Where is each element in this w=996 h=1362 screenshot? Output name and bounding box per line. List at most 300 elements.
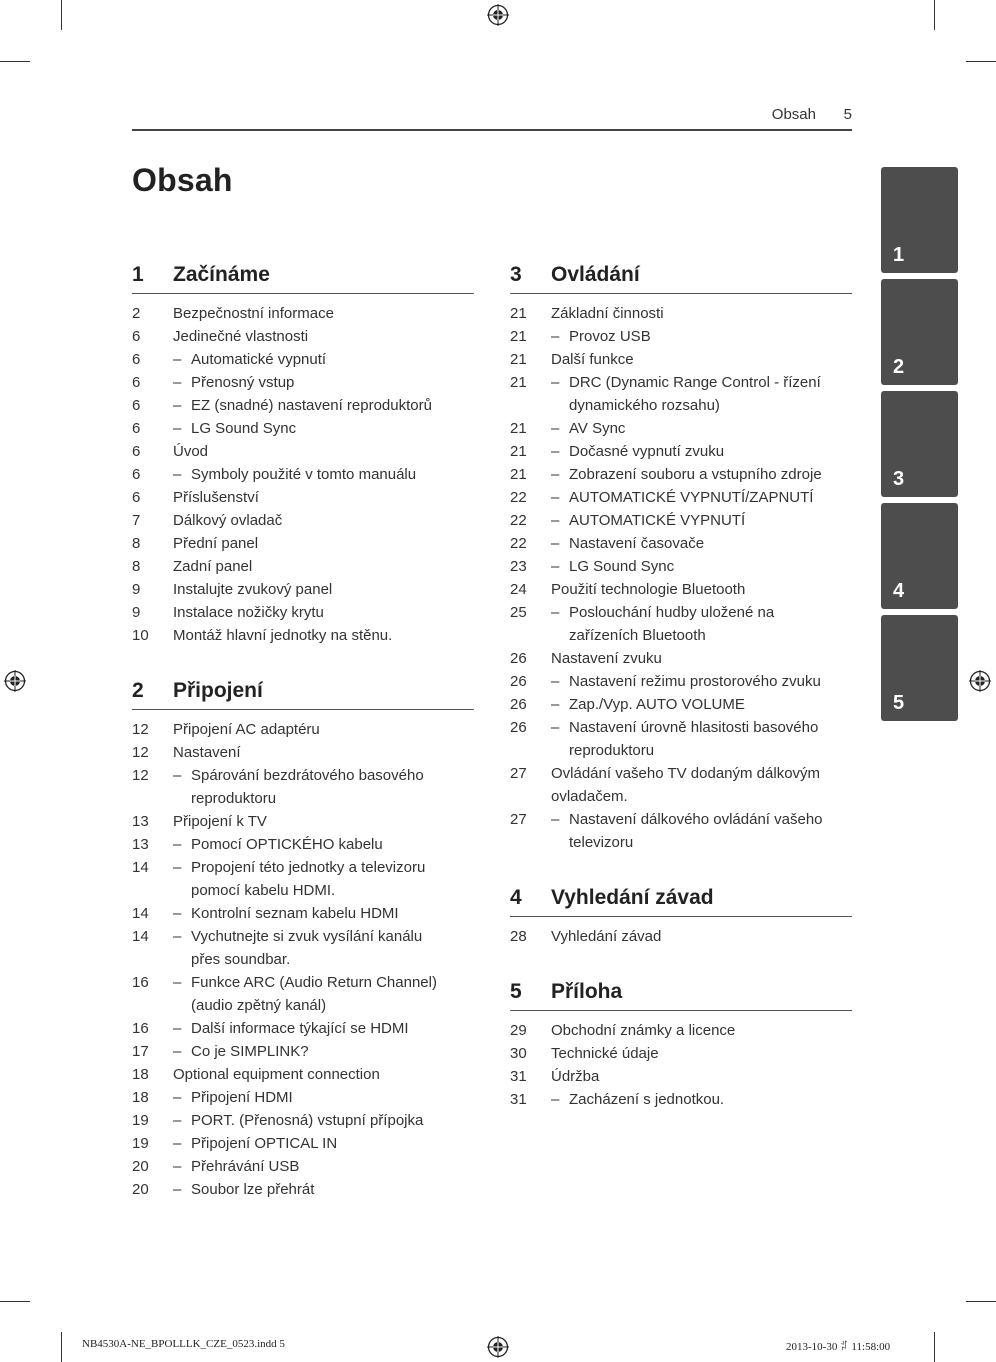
- toc-entry-line: Symboly použité v tomto manuálu: [191, 466, 417, 483]
- toc-entry[interactable]: [132, 718, 474, 741]
- toc-page-number: 18: [132, 1066, 149, 1083]
- toc-page-number: 13: [132, 836, 149, 853]
- toc-entry-line: Přenosný vstup: [191, 374, 295, 391]
- toc-dash: –: [173, 1089, 182, 1106]
- toc-entry-line: Přední panel: [173, 535, 259, 552]
- toc-entry-line: Ovládání vašeho TV dodaným dálkovým: [551, 765, 821, 782]
- toc-dash: –: [551, 328, 560, 345]
- toc-entry-text: [551, 302, 852, 325]
- toc-entry[interactable]: [132, 417, 474, 440]
- toc-entry[interactable]: [510, 440, 852, 463]
- toc-dash: –: [551, 374, 560, 391]
- toc-entry-text: [173, 741, 474, 764]
- toc-entry-line: Údržba: [551, 1068, 600, 1085]
- toc-entry-line: Připojení HDMI: [191, 1089, 293, 1106]
- section-heading[interactable]: [132, 679, 474, 710]
- toc-entry-text: [173, 1063, 474, 1086]
- toc-dash: –: [173, 905, 182, 922]
- toc-entry-line-continued: (audio zpětný kanál): [191, 997, 327, 1014]
- section-heading[interactable]: [510, 980, 852, 1011]
- toc-page-number: 14: [132, 905, 149, 922]
- toc-entry[interactable]: [132, 1178, 474, 1201]
- toc-dash: –: [173, 974, 182, 991]
- toc-entry-text: [191, 856, 474, 902]
- toc-entry-line: Nastavení úrovně hlasitosti basového: [569, 719, 819, 736]
- toc-entry[interactable]: [132, 325, 474, 348]
- toc-dash: –: [551, 558, 560, 575]
- toc-entry-text: [191, 1086, 474, 1109]
- toc-entry-line: Dočasné vypnutí zvuku: [569, 443, 725, 460]
- toc-entry[interactable]: [132, 1109, 474, 1132]
- toc-entry-line-continued: zařízeních Bluetooth: [569, 627, 706, 644]
- toc-entry-line: PORT. (Přenosná) vstupní přípojka: [191, 1112, 424, 1129]
- toc-entry-text: [173, 509, 474, 532]
- toc-page-number: 2: [132, 305, 141, 322]
- toc-entry-line: Funkce ARC (Audio Return Channel): [191, 974, 437, 991]
- toc-entry-line: Co je SIMPLINK?: [191, 1043, 309, 1060]
- toc-dash: –: [551, 489, 560, 506]
- toc-page-number: 22: [510, 512, 527, 529]
- toc-entry-text: [191, 1109, 474, 1132]
- toc-entry[interactable]: [132, 971, 474, 1017]
- toc-entry[interactable]: [132, 1086, 474, 1109]
- toc-page-number: 12: [132, 721, 149, 738]
- toc-page-number: 9: [132, 604, 141, 621]
- toc-entry-line-continued: televizoru: [569, 834, 634, 851]
- toc-dash: –: [551, 673, 560, 690]
- chapter-tab-4[interactable]: [881, 503, 958, 609]
- crop-mark: [61, 0, 62, 30]
- crop-mark: [0, 61, 30, 62]
- section-heading[interactable]: [510, 263, 852, 294]
- toc-entry[interactable]: [132, 532, 474, 555]
- section-number: 3: [510, 263, 522, 286]
- toc-entry-line: Pomocí OPTICKÉHO kabelu: [191, 836, 383, 853]
- toc-section-5: [510, 980, 852, 1111]
- toc-entry[interactable]: [510, 348, 852, 371]
- toc-entry-text: [191, 902, 474, 925]
- toc-entry-line: Dálkový ovladač: [173, 512, 283, 529]
- toc-page-number: 21: [510, 305, 527, 322]
- toc-entry-line: Zacházení s jednotkou.: [569, 1091, 725, 1108]
- toc-entry-text: [569, 486, 852, 509]
- toc-section-3: [510, 263, 852, 854]
- crop-mark: [0, 1301, 30, 1302]
- toc-page-number: 16: [132, 974, 149, 991]
- toc-entry[interactable]: [510, 463, 852, 486]
- toc-entry[interactable]: [132, 624, 474, 647]
- registration-mark-icon: [487, 1336, 509, 1358]
- toc-entry-text: [173, 555, 474, 578]
- toc-entry-text: [173, 810, 474, 833]
- toc-page-number: 20: [132, 1181, 149, 1198]
- toc-entry-line: Vyhledání závad: [551, 928, 662, 945]
- chapter-tab-5[interactable]: [881, 615, 958, 721]
- toc-dash: –: [551, 696, 560, 713]
- toc-page-number: 6: [132, 420, 141, 437]
- toc-entry-line: Propojení této jednotky a televizoru: [191, 859, 426, 876]
- toc-entry-text: [191, 371, 474, 394]
- toc-entry-line: Soubor lze přehrát: [191, 1181, 315, 1198]
- toc-entry[interactable]: [132, 1040, 474, 1063]
- toc-entry-text: [173, 532, 474, 555]
- toc-entry-text: [551, 578, 852, 601]
- toc-entry-text: [569, 417, 852, 440]
- toc-page-number: 26: [510, 719, 527, 736]
- section-number: 5: [510, 980, 522, 1003]
- toc-page-number: 27: [510, 765, 527, 782]
- toc-page-number: 6: [132, 489, 141, 506]
- toc-page-number: 24: [510, 581, 527, 598]
- toc-page-number: 22: [510, 489, 527, 506]
- toc-dash: –: [173, 836, 182, 853]
- toc-page-number: 12: [132, 744, 149, 761]
- toc-page-number: 6: [132, 328, 141, 345]
- toc-entry-line: Přehrávání USB: [191, 1158, 300, 1175]
- toc-entry-text: [173, 302, 474, 325]
- toc-dash: –: [173, 397, 182, 414]
- toc-entry-text: [569, 325, 852, 348]
- toc-entry-text: [191, 348, 474, 371]
- toc-entry-text: [191, 1155, 474, 1178]
- toc-page-number: 14: [132, 928, 149, 945]
- toc-entry[interactable]: [132, 902, 474, 925]
- toc-dash: –: [173, 1020, 182, 1037]
- toc-dash: –: [551, 604, 560, 621]
- toc-entry[interactable]: [510, 601, 852, 647]
- toc-entry-line: Použití technologie Bluetooth: [551, 581, 746, 598]
- toc-page-number: 19: [132, 1112, 149, 1129]
- toc-entry-line: Obchodní známky a licence: [551, 1022, 736, 1039]
- section-title: Připojení: [173, 679, 263, 702]
- toc-entry[interactable]: [510, 1088, 852, 1111]
- toc-entry-text: [551, 348, 852, 371]
- toc-entry-line: LG Sound Sync: [569, 558, 675, 575]
- registration-mark-icon: [4, 670, 26, 692]
- toc-dash: –: [173, 1158, 182, 1175]
- toc-entry-text: [569, 509, 852, 532]
- section-heading[interactable]: [510, 886, 852, 917]
- toc-entry[interactable]: [510, 716, 852, 762]
- toc-page-number: 16: [132, 1020, 149, 1037]
- registration-mark-icon: [969, 670, 991, 692]
- toc-page-number: 6: [132, 397, 141, 414]
- toc-entry-line: Poslouchání hudby uložené na: [569, 604, 775, 621]
- toc-dash: –: [173, 928, 182, 945]
- toc-page-number: 30: [510, 1045, 527, 1062]
- toc-entry[interactable]: [510, 693, 852, 716]
- toc-entry[interactable]: [132, 764, 474, 810]
- toc-page-number: 18: [132, 1089, 149, 1106]
- toc-page-number: 26: [510, 696, 527, 713]
- toc-entry-line: Nastavení zvuku: [551, 650, 662, 667]
- toc-entry-text: [551, 1065, 852, 1088]
- chapter-tab-label: 2: [893, 356, 905, 378]
- section-title: Vyhledání závad: [551, 886, 714, 909]
- crop-mark: [934, 1332, 935, 1362]
- toc-dash: –: [173, 420, 182, 437]
- toc-entry-line: AUTOMATICKÉ VYPNUTÍ: [569, 512, 746, 529]
- toc-entry[interactable]: [510, 925, 852, 948]
- toc-entry[interactable]: [510, 762, 852, 808]
- slug-filename: NB4530A-NE_BPOLLLK_CZE_0523.indd 5: [82, 1338, 285, 1350]
- toc-entry-text: [191, 925, 474, 971]
- toc-entry-text: [569, 371, 852, 417]
- toc-entry[interactable]: [510, 670, 852, 693]
- toc-entry[interactable]: [510, 1019, 852, 1042]
- toc-entry[interactable]: [132, 555, 474, 578]
- toc-page-number: 6: [132, 374, 141, 391]
- toc-entry-line-continued: přes soundbar.: [191, 951, 291, 968]
- toc-entry-line: Jedinečné vlastnosti: [173, 328, 309, 345]
- toc-entry[interactable]: [510, 555, 852, 578]
- section-title: Začínáme: [173, 263, 270, 286]
- toc-entry-line: Vychutnejte si zvuk vysílání kanálu: [191, 928, 423, 945]
- toc-entry-line: Zobrazení souboru a vstupního zdroje: [569, 466, 822, 483]
- toc-page-number: 6: [132, 443, 141, 460]
- toc-dash: –: [173, 1043, 182, 1060]
- toc-column-right: [510, 263, 852, 1143]
- toc-entry-line: AV Sync: [569, 420, 626, 437]
- toc-entry-line: Příslušenství: [173, 489, 259, 506]
- toc-page-number: 22: [510, 535, 527, 552]
- toc-page-number: 31: [510, 1068, 527, 1085]
- section-number: 1: [132, 263, 144, 286]
- toc-entry-line: Kontrolní seznam kabelu HDMI: [191, 905, 399, 922]
- toc-entry[interactable]: [132, 440, 474, 463]
- toc-entry-line: Automatické vypnutí: [191, 351, 327, 368]
- toc-entry[interactable]: [132, 371, 474, 394]
- toc-entry[interactable]: [132, 925, 474, 971]
- section-title: Ovládání: [551, 263, 640, 286]
- chapter-tab-label: 3: [893, 468, 905, 490]
- toc-entry-text: [569, 440, 852, 463]
- toc-entry[interactable]: [510, 1065, 852, 1088]
- toc-entry-text: [191, 463, 474, 486]
- toc-entry-text: [191, 1017, 474, 1040]
- toc-entry-line: Nastavení časovače: [569, 535, 705, 552]
- toc-entry[interactable]: [132, 509, 474, 532]
- toc-entry-text: [173, 624, 474, 647]
- toc-entry[interactable]: [510, 371, 852, 417]
- section-heading[interactable]: [132, 263, 474, 294]
- toc-entry-text: [173, 578, 474, 601]
- toc-dash: –: [173, 1135, 182, 1152]
- chapter-tab-1[interactable]: [881, 167, 958, 273]
- toc-entry-text: [191, 833, 474, 856]
- toc-entry[interactable]: [510, 1042, 852, 1065]
- toc-entry[interactable]: [510, 647, 852, 670]
- registration-mark-icon: [487, 4, 509, 26]
- toc-dash: –: [551, 512, 560, 529]
- toc-page-number: 12: [132, 767, 149, 784]
- header-rule: [132, 129, 852, 131]
- toc-entry-text: [191, 394, 474, 417]
- toc-page-number: 14: [132, 859, 149, 876]
- toc-entry[interactable]: [510, 808, 852, 854]
- page-title: Obsah: [132, 162, 233, 198]
- toc-entry[interactable]: [132, 601, 474, 624]
- toc-entry-text: [173, 486, 474, 509]
- toc-page-number: 21: [510, 328, 527, 345]
- toc-entry[interactable]: [510, 578, 852, 601]
- toc-entry-text: [551, 925, 852, 948]
- toc-page-number: 7: [132, 512, 141, 529]
- toc-section-1: [132, 263, 474, 647]
- toc-dash: –: [173, 1181, 182, 1198]
- crop-mark: [966, 61, 996, 62]
- toc-entry-text: [551, 1042, 852, 1065]
- toc-column-left: [132, 263, 474, 1233]
- toc-entry-line: Zap./Vyp. AUTO VOLUME: [569, 696, 745, 713]
- chapter-tab-label: 1: [893, 244, 905, 266]
- toc-entry[interactable]: [132, 1017, 474, 1040]
- page-number: 5: [843, 106, 852, 123]
- toc-page-number: 27: [510, 811, 527, 828]
- toc-entry-text: [173, 440, 474, 463]
- toc-page-number: 21: [510, 420, 527, 437]
- toc-dash: –: [551, 719, 560, 736]
- toc-entry-text: [173, 601, 474, 624]
- toc-entry-text: [191, 764, 474, 810]
- toc-entry-line: Zadní panel: [173, 558, 253, 575]
- toc-entry-text: [191, 1132, 474, 1155]
- toc-entry-text: [569, 463, 852, 486]
- slug-datetime: 2013-10-30 ꄂ 11:58:00: [786, 1341, 891, 1353]
- toc-entry[interactable]: [510, 417, 852, 440]
- toc-entry-line: Nastavení dálkového ovládání vašeho: [569, 811, 823, 828]
- running-header: [132, 106, 852, 126]
- toc-page-number: 21: [510, 443, 527, 460]
- toc-entry[interactable]: [510, 486, 852, 509]
- toc-entry-line: Bezpečnostní informace: [173, 305, 334, 322]
- chapter-tab-2[interactable]: [881, 279, 958, 385]
- crop-mark: [61, 1332, 62, 1362]
- toc-section-2: [132, 679, 474, 1201]
- toc-dash: –: [551, 466, 560, 483]
- toc-entry-line: Základní činnosti: [551, 305, 664, 322]
- toc-entry[interactable]: [132, 741, 474, 764]
- toc-page-number: 28: [510, 928, 527, 945]
- toc-dash: –: [173, 859, 182, 876]
- toc-dash: –: [173, 374, 182, 391]
- toc-entry-line: Provoz USB: [569, 328, 651, 345]
- toc-page-number: 6: [132, 351, 141, 368]
- toc-dash: –: [551, 420, 560, 437]
- toc-entry-text: [173, 325, 474, 348]
- toc-page-number: 31: [510, 1091, 527, 1108]
- chapter-tab-label: 5: [893, 692, 905, 714]
- toc-page-number: 20: [132, 1158, 149, 1175]
- toc-entry-line: Další funkce: [551, 351, 634, 368]
- toc-entry-line: LG Sound Sync: [191, 420, 297, 437]
- toc-entry[interactable]: [132, 578, 474, 601]
- toc-page-number: 19: [132, 1135, 149, 1152]
- toc-entry-text: [551, 647, 852, 670]
- toc-page-number: 26: [510, 673, 527, 690]
- toc-page-number: 26: [510, 650, 527, 667]
- toc-entry-line-continued: pomocí kabelu HDMI.: [191, 882, 336, 899]
- crop-mark: [966, 1301, 996, 1302]
- toc-entry[interactable]: [510, 325, 852, 348]
- chapter-tab-3[interactable]: [881, 391, 958, 497]
- toc-entry-text: [191, 971, 474, 1017]
- toc-page-number: 10: [132, 627, 149, 644]
- toc-entry-line-continued: dynamického rozsahu): [569, 397, 720, 414]
- toc-entry[interactable]: [132, 302, 474, 325]
- toc-page-number: 9: [132, 581, 141, 598]
- toc-entry-text: [569, 532, 852, 555]
- toc-entry-line: EZ (snadné) nastavení reproduktorů: [191, 397, 432, 414]
- toc-entry-line: Spárování bezdrátového basového: [191, 767, 424, 784]
- toc-entry-line: Připojení k TV: [173, 813, 267, 830]
- toc-entry[interactable]: [132, 1063, 474, 1086]
- toc-entry-line: AUTOMATICKÉ VYPNUTÍ/ZAPNUTÍ: [569, 489, 814, 506]
- toc-page-number: 8: [132, 558, 141, 575]
- toc-entry-line: Nastavení režimu prostorového zvuku: [569, 673, 821, 690]
- toc-entry[interactable]: [132, 856, 474, 902]
- toc-page-number: 8: [132, 535, 141, 552]
- toc-entry-line: Instalace nožičky krytu: [173, 604, 324, 621]
- toc-dash: –: [173, 351, 182, 368]
- toc-entry-line: Další informace týkající se HDMI: [191, 1020, 409, 1037]
- toc-entry-line: Instalujte zvukový panel: [173, 581, 333, 598]
- section-number: 2: [132, 679, 144, 702]
- toc-entry-text: [569, 1088, 852, 1111]
- toc-page-number: 17: [132, 1043, 149, 1060]
- toc-entry-text: [551, 762, 852, 808]
- toc-entry-line: Optional equipment connection: [173, 1066, 380, 1083]
- toc-entry-text: [569, 693, 852, 716]
- toc-entry-text: [569, 601, 852, 647]
- toc-entry[interactable]: [132, 1132, 474, 1155]
- toc-entry[interactable]: [132, 348, 474, 371]
- toc-dash: –: [551, 443, 560, 460]
- toc-page-number: 21: [510, 466, 527, 483]
- toc-entry-line: Technické údaje: [551, 1045, 659, 1062]
- toc-entry[interactable]: [510, 302, 852, 325]
- toc-entry[interactable]: [132, 810, 474, 833]
- toc-entry-text: [569, 808, 852, 854]
- toc-entry[interactable]: [132, 394, 474, 417]
- toc-entry-line: DRC (Dynamic Range Control - řízení: [569, 374, 821, 391]
- toc-dash: –: [551, 535, 560, 552]
- toc-entry-text: [191, 1178, 474, 1201]
- toc-entry[interactable]: [510, 509, 852, 532]
- toc-entry[interactable]: [132, 463, 474, 486]
- toc-dash: –: [551, 811, 560, 828]
- toc-dash: –: [173, 466, 182, 483]
- toc-entry-text: [569, 555, 852, 578]
- running-header-title: Obsah: [771, 106, 816, 123]
- toc-entry-text: [551, 1019, 852, 1042]
- toc-entry-text: [191, 1040, 474, 1063]
- toc-entry-line: Připojení OPTICAL IN: [191, 1135, 338, 1152]
- toc-entry[interactable]: [132, 486, 474, 509]
- toc-entry[interactable]: [132, 1155, 474, 1178]
- toc-dash: –: [173, 1112, 182, 1129]
- toc-entry-text: [173, 718, 474, 741]
- toc-entry[interactable]: [132, 833, 474, 856]
- chapter-tab-label: 4: [893, 580, 905, 602]
- toc-page-number: 21: [510, 351, 527, 368]
- toc-page-number: 25: [510, 604, 527, 621]
- toc-entry[interactable]: [510, 532, 852, 555]
- toc-entry-line: Montáž hlavní jednotky na stěnu.: [173, 627, 393, 644]
- toc-entry-line-continued: ovladačem.: [551, 788, 628, 805]
- toc-entry-text: [569, 670, 852, 693]
- toc-entry-line: Úvod: [173, 443, 209, 460]
